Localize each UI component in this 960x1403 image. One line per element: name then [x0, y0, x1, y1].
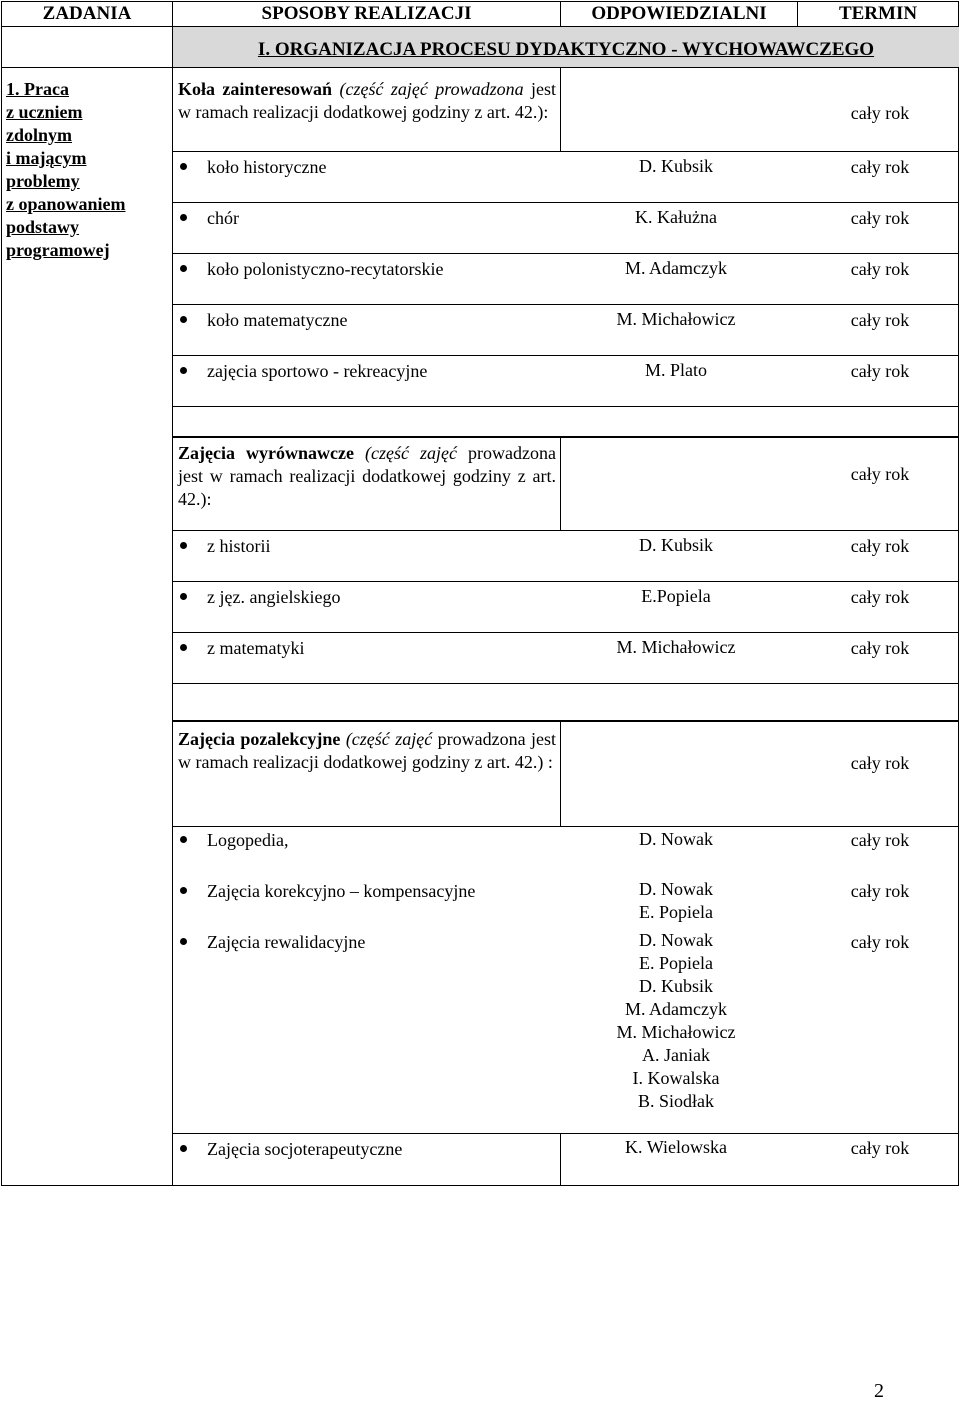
- item-responsible: M. Plato: [644, 360, 707, 380]
- bullet-icon: [180, 593, 187, 600]
- section-title: I. ORGANIZACJA PROCESU DYDAKTYCZNO - WYCHOWAWCZEGO: [257, 39, 875, 60]
- bullet-icon: [180, 542, 187, 549]
- row-sep: [173, 1133, 959, 1134]
- item-term: cały rok: [850, 259, 910, 279]
- item-label: zajęcia sportowo - rekreacyjne: [207, 361, 428, 381]
- group-heading-bold: Zajęcia wyrównawcze: [178, 443, 354, 463]
- item-label: z historii: [207, 536, 271, 556]
- item-label: z jęz. angielskiego: [207, 587, 341, 607]
- list-item: [178, 155, 326, 179]
- responsible-name: M. Michałowicz: [616, 1022, 736, 1042]
- list-item: [178, 359, 427, 383]
- bullet-icon: [180, 1145, 187, 1152]
- group-heading: [178, 728, 556, 774]
- item-label: chór: [207, 208, 239, 228]
- row-sep: [173, 581, 959, 582]
- list-item: [178, 585, 340, 609]
- item-responsible: M. Michałowicz: [616, 309, 736, 329]
- responsible-name: A. Janiak: [642, 1045, 710, 1065]
- task-line: programowej: [6, 240, 110, 260]
- item-term: cały rok: [850, 310, 910, 330]
- list-item: [178, 534, 271, 558]
- table-left-border: [1, 1, 2, 1186]
- item-responsible: [576, 929, 776, 1113]
- responsible-name: D. Kubsik: [638, 976, 713, 996]
- group-heading-italic: (część zajęć prowadzona: [339, 79, 524, 99]
- header-responsible: ODPOWIEDZIALNI: [591, 3, 767, 24]
- item-label: z matematyki: [207, 638, 305, 658]
- item-responsible: D. Kubsik: [638, 535, 713, 555]
- responsible-name: I. Kowalska: [632, 1068, 720, 1088]
- row-sep: [173, 826, 959, 827]
- item-term: cały rok: [850, 830, 910, 850]
- tasks-column-border: [172, 1, 173, 1186]
- task-line: problemy: [6, 171, 80, 191]
- task-line: 1. Praca: [6, 79, 69, 99]
- table-right-border: [958, 1, 959, 1186]
- list-item: [178, 257, 443, 281]
- group-head-divider: [560, 68, 561, 152]
- header-tasks: ZADANIA: [42, 3, 132, 24]
- task-line: z uczniem: [6, 102, 83, 122]
- bullet-icon: [180, 316, 187, 323]
- bullet-icon: [180, 887, 187, 894]
- bullet-icon: [180, 163, 187, 170]
- item-term: cały rok: [850, 1138, 910, 1158]
- group-heading-bold: Zajęcia pozalekcyjne: [178, 729, 341, 749]
- task-line: zdolnym: [6, 125, 73, 145]
- responsible-name: D. Nowak: [639, 930, 713, 950]
- item-label: koło historyczne: [207, 157, 327, 177]
- group-heading-italic: (część zajęć: [345, 729, 433, 749]
- bullet-icon: [180, 644, 187, 651]
- group-heading-bold: Koła zainteresowań: [178, 79, 333, 99]
- item-term: cały rok: [850, 587, 910, 607]
- row-sep: [173, 304, 959, 305]
- item-term: cały rok: [850, 881, 910, 901]
- item-label: Logopedia,: [207, 830, 289, 850]
- group-heading-rest: prowadzona jest w ramach realizacji dodatkowej godziny z art. 42.):: [178, 443, 556, 509]
- group-head-divider: [560, 721, 561, 827]
- item-responsible: D. Nowak: [639, 829, 713, 849]
- row-sep: [173, 530, 959, 531]
- group-heading-rest: jest w ramach realizacji dodatkowej godziny z art. 42.):: [178, 79, 556, 122]
- item-responsible: [576, 878, 776, 924]
- row-sep: [173, 202, 959, 203]
- responsible-name: E. Popiela: [639, 902, 713, 922]
- item-label: Zajęcia socjoterapeutyczne: [207, 1139, 403, 1159]
- list-item: [178, 1137, 402, 1161]
- header-term: TERMIN: [838, 3, 918, 24]
- bullet-icon: [180, 214, 187, 221]
- item-responsible: E.Popiela: [641, 586, 711, 606]
- page-number: 2: [874, 1380, 884, 1402]
- row-sep: [173, 151, 959, 152]
- list-item: [178, 206, 239, 230]
- task-line: z opanowaniem: [6, 194, 126, 214]
- task-line: i mającym: [6, 148, 87, 168]
- item-label: koło polonistyczno-recytatorskie: [207, 259, 444, 279]
- group-head-divider: [560, 437, 561, 531]
- item-responsible: K. Wielowska: [625, 1137, 727, 1157]
- task-line: podstawy: [6, 217, 80, 237]
- list-item: [178, 879, 475, 903]
- section-bottom-border: [1, 67, 959, 68]
- bullet-icon: [180, 265, 187, 272]
- group-head-divider: [560, 1134, 561, 1186]
- item-responsible: D. Kubsik: [638, 156, 713, 176]
- row-sep: [173, 355, 959, 356]
- group-heading-italic: (część zajęć: [365, 443, 457, 463]
- task-cell: [6, 78, 166, 262]
- item-term: cały rok: [850, 208, 910, 228]
- item-responsible: K. Kałużna: [635, 207, 717, 227]
- responsible-name: M. Adamczyk: [625, 999, 727, 1019]
- item-label: koło matematyczne: [207, 310, 348, 330]
- responsible-name: E. Popiela: [639, 953, 713, 973]
- group-heading: [178, 442, 556, 511]
- bullet-icon: [180, 938, 187, 945]
- item-label: Zajęcia korekcyjno – kompensacyjne: [207, 881, 476, 901]
- item-label: Zajęcia rewalidacyjne: [207, 932, 366, 952]
- item-responsible: M. Michałowicz: [616, 637, 736, 657]
- row-sep-thick: [173, 436, 959, 438]
- row-sep: [173, 406, 959, 407]
- header-methods: SPOSOBY REALIZACJI: [261, 3, 472, 24]
- bullet-icon: [180, 836, 187, 843]
- table-bottom-border: [1, 1185, 959, 1186]
- item-term: cały rok: [850, 932, 910, 952]
- responsible-name: D. Nowak: [639, 879, 713, 899]
- item-term: cały rok: [850, 361, 910, 381]
- row-sep-thick: [173, 720, 959, 722]
- row-sep: [173, 683, 959, 684]
- responsible-name: B. Siodłak: [637, 1091, 714, 1111]
- item-responsible: M. Adamczyk: [625, 258, 727, 278]
- list-item: [178, 930, 365, 954]
- item-term: cały rok: [850, 638, 910, 658]
- item-term: cały rok: [850, 157, 910, 177]
- row-sep: [173, 632, 959, 633]
- group-heading: [178, 78, 556, 124]
- group-term: cały rok: [850, 753, 910, 773]
- list-item: [178, 636, 304, 660]
- list-item: [178, 308, 347, 332]
- group-term: cały rok: [850, 103, 910, 123]
- bullet-icon: [180, 367, 187, 374]
- row-sep: [173, 253, 959, 254]
- group-heading-rest: prowadzona jest w ramach realizacji dodatkowej godziny z art. 42.) :: [178, 729, 556, 772]
- item-term: cały rok: [850, 536, 910, 556]
- list-item: [178, 828, 288, 852]
- group-term: cały rok: [850, 464, 910, 484]
